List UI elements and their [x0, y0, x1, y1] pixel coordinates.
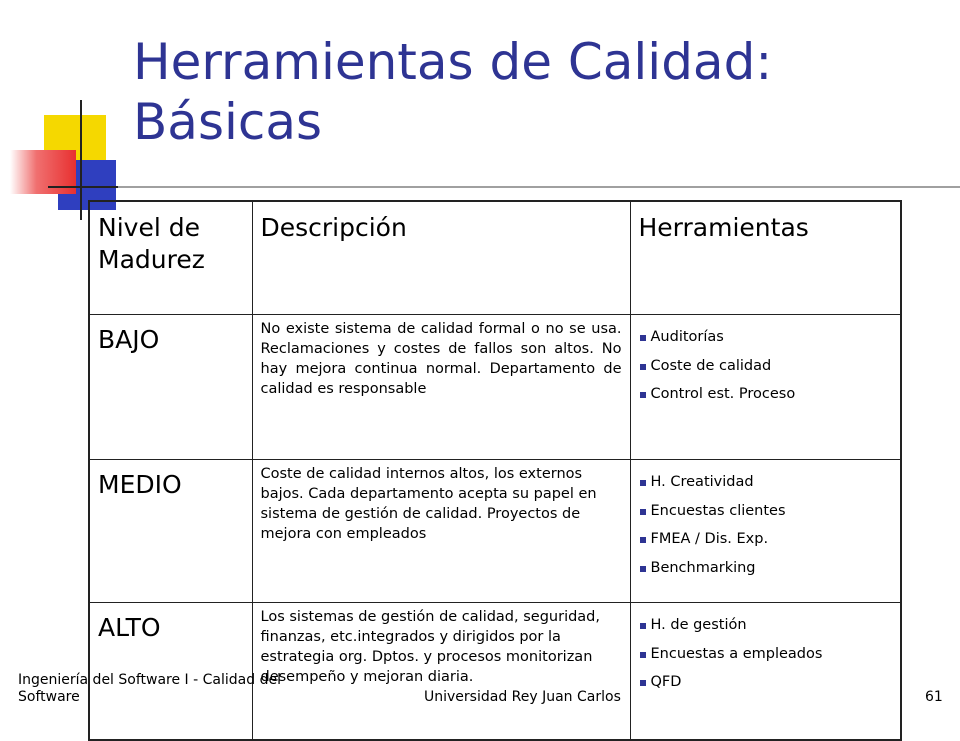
tool-item: [639, 497, 893, 526]
tool-item: [639, 554, 893, 583]
tool-label: QFD: [650, 674, 682, 690]
description-cell: Los sistemas de gestión de calidad, seguridad, finanzas, etc.integrados y dirigidos por la estrategia org. Dptos. y procesos monitorizan desempeño y mejoran diaria.: [252, 603, 630, 741]
tool-label: Control est. Proceso: [650, 386, 796, 402]
tools-cell: [630, 603, 901, 741]
tool-label: Encuestas clientes: [650, 502, 786, 519]
tools-list: [639, 607, 893, 697]
tool-label: FMEA / Dis. Exp.: [650, 531, 769, 547]
decor-horizontal-line: [48, 186, 118, 188]
level-cell: MEDIO: [89, 460, 252, 603]
title-underline: [118, 186, 960, 188]
tool-item: [639, 640, 893, 669]
tools-cell: [630, 315, 901, 460]
slide-title-line-2: Básicas: [133, 93, 323, 151]
square-bullet-icon: [640, 364, 646, 370]
square-bullet-icon: [640, 623, 646, 629]
square-bullet-icon: [640, 566, 646, 572]
tool-label: Auditorías: [650, 329, 724, 345]
table-row-medio: [89, 460, 901, 603]
tool-label: Benchmarking: [650, 559, 756, 576]
footer-course: Ingeniería del Software I - Calidad del Software: [18, 672, 281, 705]
slide-title: [133, 32, 933, 152]
description-cell: Coste de calidad internos altos, los externos bajos. Cada departamento acepta su papel en sistema de gestión de calidad. Proyectos de mejora con empleados: [252, 460, 630, 603]
tool-label: H. Creatividad: [650, 474, 754, 490]
tool-item: [639, 380, 893, 409]
decor-vertical-line: [80, 100, 82, 220]
tool-item: [639, 668, 893, 697]
square-bullet-icon: [640, 680, 646, 686]
maturity-table: [88, 200, 902, 741]
level-cell: ALTO: [89, 603, 252, 741]
table-row-bajo: [89, 315, 901, 460]
tools-list: [639, 464, 893, 582]
tool-label: Encuestas a empleados: [650, 645, 823, 662]
header-herramientas: Herramientas: [630, 201, 901, 315]
tools-list: [639, 319, 893, 409]
tool-item: [639, 468, 893, 497]
square-bullet-icon: [640, 652, 646, 658]
level-cell: BAJO: [89, 315, 252, 460]
tool-item: [639, 611, 893, 640]
page-number: 61: [925, 689, 943, 705]
square-bullet-icon: [640, 509, 646, 515]
header-nivel-madurez: Nivel de Madurez: [89, 201, 252, 315]
slide-title-line-1: Herramientas de Calidad:: [133, 33, 773, 91]
tool-item: [639, 323, 893, 352]
tools-cell: [630, 460, 901, 603]
table-header-row: [89, 201, 901, 315]
square-bullet-icon: [640, 537, 646, 543]
square-bullet-icon: [640, 335, 646, 341]
tool-label: Coste de calidad: [650, 357, 772, 374]
square-bullet-icon: [640, 392, 646, 398]
description-cell: No existe sistema de calidad formal o no se usa. Reclamaciones y costes de fallos son altos. No hay mejora continua normal. Departamento de calidad es responsable: [252, 315, 630, 460]
header-descripcion: Descripción: [252, 201, 630, 315]
square-bullet-icon: [640, 480, 646, 486]
tool-label: H. de gestión: [650, 617, 747, 633]
footer-university: Universidad Rey Juan Carlos: [424, 689, 621, 705]
tool-item: [639, 525, 893, 554]
tool-item: [639, 352, 893, 381]
